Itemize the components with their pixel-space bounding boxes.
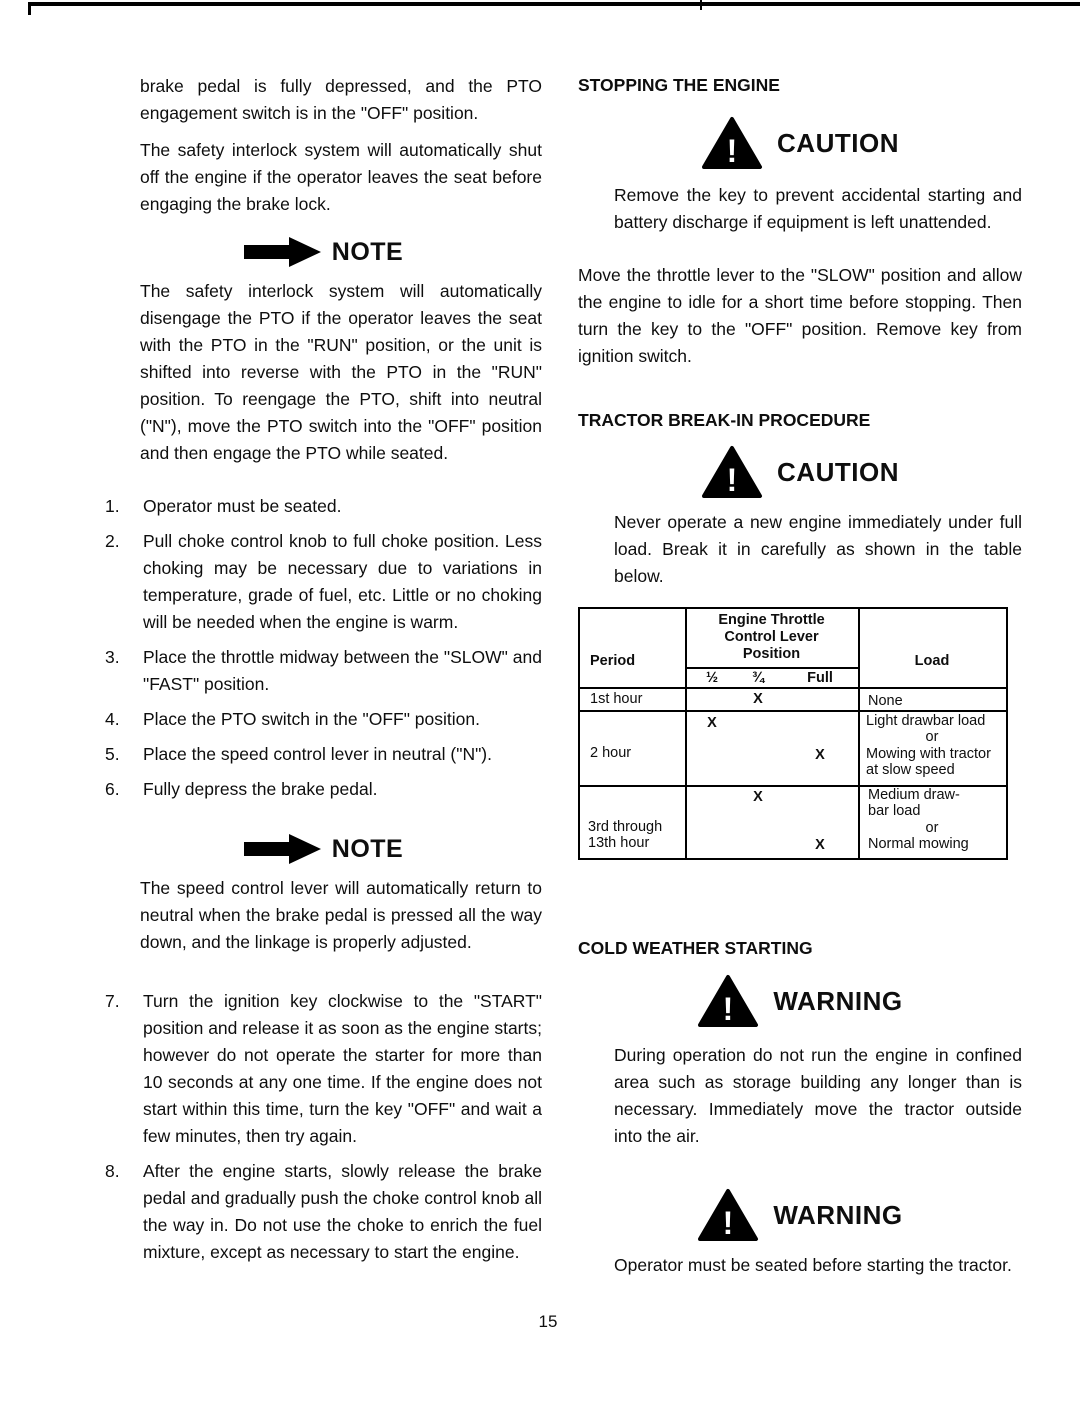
step-number: 6. — [105, 779, 120, 799]
paragraph-stopping-procedure: Move the throttle lever to the "SLOW" position and allow the engine to idle for a short time before stopping. Then turn the key to the "OFF" position. Remove key from ignition switch. — [578, 265, 1022, 366]
note-heading-2 — [105, 829, 542, 869]
warning-triangle-icon — [697, 974, 759, 1028]
starting-steps-1-6 — [105, 493, 542, 803]
table-cell-period: 1st hour — [590, 691, 643, 707]
table-cell-x-mark: X — [753, 691, 763, 707]
step-item — [105, 644, 542, 698]
caution-body-breakin: Never operate a new engine immediately under full load. Break it in carefully as shown in the table below. — [614, 512, 1022, 586]
table-cell-period: 3rd through — [588, 819, 663, 835]
table-cell-load: or — [925, 729, 939, 745]
scan-artifact-tick — [700, 0, 702, 10]
step-number: 3. — [105, 647, 120, 667]
step-number: 1. — [105, 496, 120, 516]
caution-label: CAUTION — [777, 127, 899, 158]
breakin-table — [578, 607, 1008, 860]
warning-label: WARNING — [773, 1199, 903, 1230]
scan-artifact-tick — [28, 2, 31, 15]
exclamation-glyph: ! — [726, 462, 738, 498]
step-text: Place the PTO switch in the "OFF" position. — [143, 709, 480, 729]
step-item — [105, 493, 542, 520]
step-item — [105, 776, 542, 803]
section-heading-breakin: TRACTOR BREAK-IN PROCEDURE — [578, 410, 871, 430]
exclamation-glyph: ! — [726, 133, 738, 169]
table-cell-x-mark: X — [753, 789, 763, 805]
table-cell-load: None — [868, 693, 903, 709]
exclamation-glyph: ! — [723, 1205, 734, 1241]
paragraph-continuation: brake pedal is fully depressed, and the PTO engagement switch is in the "OFF" position. — [140, 76, 542, 123]
section-heading-cold-weather: COLD WEATHER STARTING — [578, 938, 813, 958]
caution-heading-1 — [578, 114, 1022, 172]
step-number: 8. — [105, 1161, 120, 1181]
step-text: Pull choke control knob to full choke position. Less choking may be necessary due to variations in temperature, grade of fuel, etc. Little or no choking will be needed when the engine is warm. — [143, 531, 542, 632]
table-cell-load: bar load — [868, 803, 921, 819]
step-text: After the engine starts, slowly release the brake pedal and gradually push the choke control knob all the way in. Do not use the choke to enrich the fuel mixture, except as necessary to start the engine. — [143, 1161, 542, 1262]
step-item — [105, 706, 542, 733]
table-cell-period: 13th hour — [588, 835, 650, 851]
step-text: Operator must be seated. — [143, 496, 342, 516]
table-header-throttle: Control Lever — [724, 629, 819, 645]
step-item — [105, 741, 542, 768]
step-item — [105, 988, 542, 1150]
note-heading-1 — [105, 232, 542, 272]
note-arrow-icon — [244, 832, 322, 866]
table-cell-load: or — [925, 820, 939, 836]
step-item — [105, 1158, 542, 1266]
note-label: NOTE — [331, 237, 404, 266]
step-text: Place the throttle midway between the "SLOW" and "FAST" position. — [143, 647, 542, 694]
table-col-full: Full — [807, 670, 833, 686]
table-cell-load: Mowing with tractor — [866, 746, 991, 762]
table-header-load: Load — [914, 653, 950, 669]
page-number: 15 — [538, 1312, 558, 1331]
table-gridline — [685, 667, 858, 669]
step-text: Fully depress the brake pedal. — [143, 779, 378, 799]
table-cell-load: at slow speed — [866, 762, 955, 778]
table-col-three-quarter: ¾ — [751, 670, 765, 686]
table-cell-x-mark: X — [707, 715, 717, 731]
note-body-2: The speed control lever will automatically return to neutral when the brake pedal is pressed all the way down, and the linkage is properly adjusted. — [140, 878, 542, 952]
caution-label: CAUTION — [777, 456, 899, 487]
table-header-throttle: Position — [742, 646, 801, 662]
warning-body-ventilation: During operation do not run the engine in confined area such as storage building any longer than is necessary. Immediately move the tractor outside into the air. — [614, 1045, 1022, 1146]
right-column — [578, 75, 1022, 1279]
table-cell-load: Light drawbar load — [866, 713, 986, 729]
section-heading-stopping-engine: STOPPING THE ENGINE — [578, 75, 780, 95]
step-item — [105, 528, 542, 636]
paragraph-interlock-shutoff: The safety interlock system will automatically shut off the engine if the operator leaves the seat before engaging the brake lock. — [140, 140, 542, 214]
step-number: 2. — [105, 531, 120, 551]
scan-artifact-line — [28, 2, 1080, 6]
table-cell-x-mark: X — [815, 747, 825, 763]
caution-heading-2 — [578, 443, 1022, 501]
step-text: Place the speed control lever in neutral ("N"). — [143, 744, 492, 764]
table-header-period: Period — [590, 653, 636, 669]
step-number: 5. — [105, 744, 120, 764]
step-text: Turn the ignition key clockwise to the "START" position and release it as soon as the engine starts; however do not operate the starter for more than 10 seconds at any one time. If the engine does not start within this time, turn the key "OFF" and wait a few minutes, then try again. — [143, 991, 542, 1146]
note-body-1: The safety interlock system will automatically disengage the PTO if the operator leaves the seat with the PTO in the "RUN" position, or the unit is shifted into reverse with the PTO in the "RUN" position. To reengage the PTO, shift into neutral ("N"), move the PTO switch into the "OFF" position and then engage the PTO while seated. — [140, 281, 542, 463]
caution-triangle-icon — [701, 445, 763, 499]
warning-heading-1 — [578, 972, 1022, 1030]
starting-steps-7-8 — [105, 988, 542, 1266]
table-cell-load: Medium draw- — [868, 787, 960, 803]
table-col-half: ½ — [705, 670, 719, 686]
step-number: 4. — [105, 709, 120, 729]
warning-heading-2 — [578, 1186, 1022, 1244]
caution-body-stopping: Remove the key to prevent accidental starting and battery discharge if equipment is left unattended. — [614, 185, 1022, 232]
table-gridline — [580, 710, 1006, 712]
note-arrow-icon — [244, 235, 322, 269]
table-cell-period: 2 hour — [590, 745, 632, 761]
warning-body-seated: Operator must be seated before starting the tractor. — [614, 1255, 1012, 1275]
exclamation-glyph: ! — [723, 991, 734, 1027]
table-cell-x-mark: X — [815, 837, 825, 853]
left-column — [105, 73, 542, 1274]
table-gridline — [580, 687, 1006, 689]
note-label: NOTE — [331, 834, 404, 863]
step-number: 7. — [105, 991, 120, 1011]
table-cell-load: Normal mowing — [868, 836, 969, 852]
warning-label: WARNING — [773, 985, 903, 1016]
warning-triangle-icon — [697, 1188, 759, 1242]
table-header-throttle: Engine Throttle — [718, 612, 825, 628]
caution-triangle-icon — [701, 116, 763, 170]
